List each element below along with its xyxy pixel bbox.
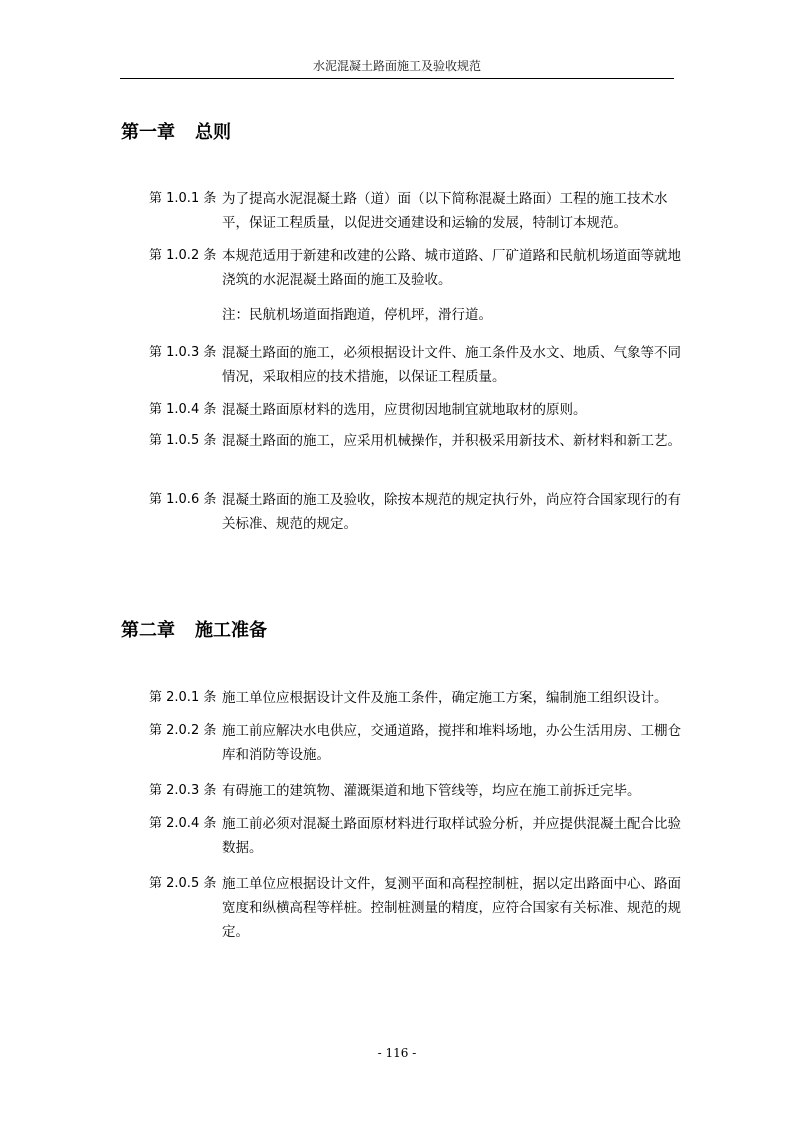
article-2-0-2	[149, 719, 689, 767]
article-1-0-1	[149, 187, 689, 235]
article-label: 第 2.0.4 条	[149, 816, 217, 831]
article-2-0-1	[149, 686, 689, 710]
article-label: 第 2.0.5 条	[149, 876, 217, 891]
article-label: 第 1.0.3 条	[149, 345, 217, 360]
article-text: 有碍施工的建筑物、灌溉渠道和地下管线等，均应在施工前拆迁完毕。	[222, 783, 641, 799]
page-number: - 116 -	[377, 1046, 417, 1060]
article-text: 混凝土路面的施工，应采用机械操作，并积极采用新技术、新材料和新工艺。	[222, 433, 681, 449]
article-label: 第 1.0.2 条	[149, 248, 217, 263]
article-1-0-3	[149, 341, 689, 389]
article-text: 混凝土路面原材料的选用，应贯彻因地制宜就地取材的原则。	[222, 402, 587, 418]
article-text: 施工前必须对混凝土路面原材料进行取样试验分析，并应提供混凝土配合比验数据。	[222, 816, 681, 856]
article-text: 施工单位应根据设计文件及施工条件，确定施工方案，编制施工组织设计。	[222, 690, 668, 706]
chapter-2-number: 第二章	[121, 620, 175, 641]
article-text: 混凝土路面的施工，必须根据设计文件、施工条件及水文、地质、气象等不同情况，采取相应的技术措施，以保证工程质量。	[222, 345, 681, 385]
article-label: 第 1.0.5 条	[149, 433, 217, 448]
article-label: 第 1.0.1 条	[149, 191, 217, 206]
article-text: 施工单位应根据设计文件，复测平面和高程控制桩，据以定出路面中心、路面宽度和纵横高程等样桩。控制桩测量的精度，应符合国家有关标准、规范的规定。	[222, 876, 681, 940]
chapter-2-title: 施工准备	[195, 620, 267, 641]
article-2-0-5	[149, 872, 689, 944]
article-1-0-5	[149, 429, 689, 453]
chapter-1-number: 第一章	[121, 122, 175, 143]
article-text: 施工前应解决水电供应，交通道路，搅拌和堆料场地，办公生活用房、工棚仓库和消防等设施。	[222, 723, 681, 763]
article-label: 第 1.0.6 条	[149, 492, 217, 507]
article-1-0-4	[149, 398, 689, 422]
article-label: 第 1.0.4 条	[149, 402, 217, 417]
article-text: 本规范适用于新建和改建的公路、城市道路、厂矿道路和民航机场道面等就地浇筑的水泥混凝土路面的施工及验收。	[222, 248, 681, 288]
chapter-1-heading	[121, 118, 231, 144]
article-2-0-3	[149, 779, 689, 803]
article-label: 第 2.0.2 条	[149, 723, 217, 738]
article-label: 第 2.0.3 条	[149, 783, 217, 798]
chapter-1-title: 总则	[195, 122, 231, 143]
article-text: 为了提高水泥混凝土路（道）面（以下简称混凝土路面）工程的施工技术水平，保证工程质量，以促进交通建设和运输的发展，特制订本规范。	[222, 191, 668, 231]
article-1-0-2	[149, 244, 689, 292]
page-header: 水泥混凝土路面施工及验收规范	[120, 57, 674, 79]
chapter-2-heading	[121, 616, 267, 642]
article-text: 混凝土路面的施工及验收，除按本规范的规定执行外，尚应符合国家现行的有关标准、规范的规定。	[222, 492, 681, 532]
article-2-0-4	[149, 812, 689, 860]
article-note: 注：民航机场道面指跑道，停机坪，滑行道。	[222, 307, 492, 323]
article-label: 第 2.0.1 条	[149, 690, 217, 705]
article-1-0-6	[149, 488, 689, 536]
